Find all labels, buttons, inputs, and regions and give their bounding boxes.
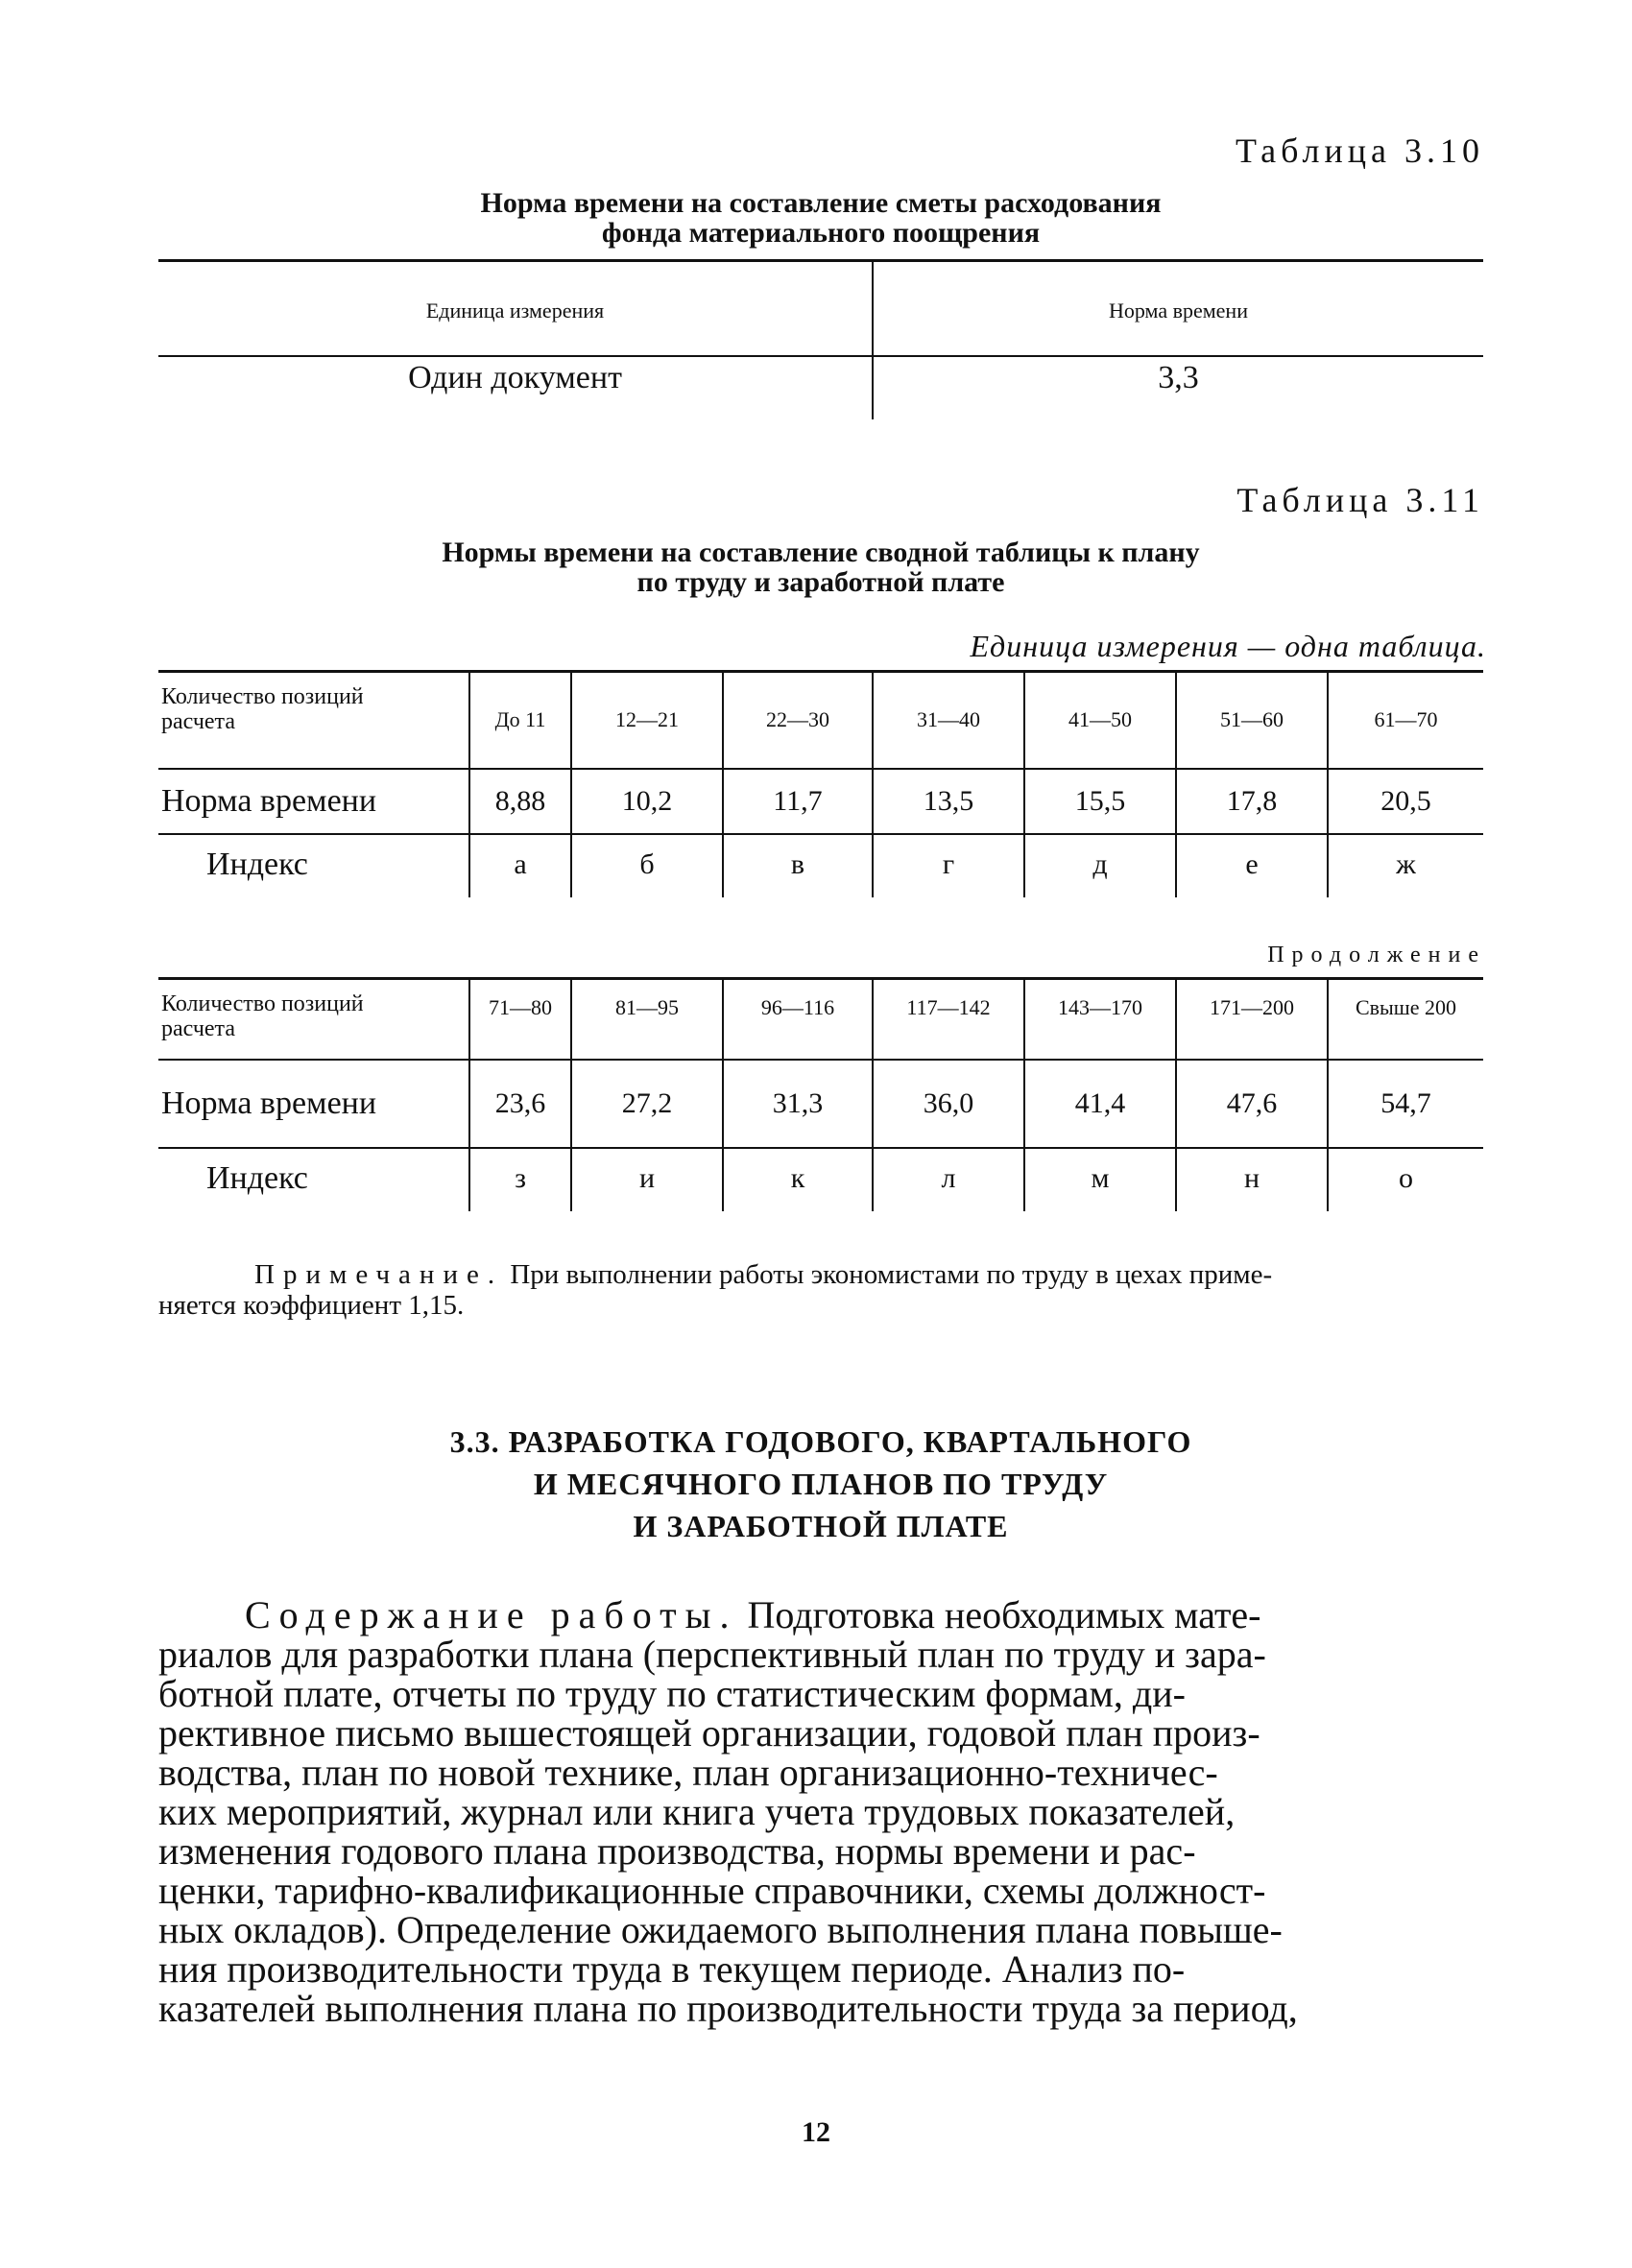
part1-index-cell: б (639, 848, 655, 880)
part2-index-cell: н (1243, 1162, 1260, 1194)
part1-index-cell: д (1092, 848, 1108, 880)
table-3-10-row-unit: Один документ (408, 360, 622, 395)
part2-norm-cell: 41,4 (1074, 1087, 1126, 1119)
table-note-text-1: При выполнении работы экономистами по труду в цехах приме- (510, 1259, 1273, 1290)
part1-range-cell: 12—21 (615, 707, 679, 731)
part1-range-cell: 22—30 (766, 707, 829, 731)
section-heading-line1: 3.3. РАЗРАБОТКА ГОДОВОГО, КВАРТАЛЬНОГО (449, 1424, 1192, 1459)
part2-norm-cell: 31,3 (772, 1087, 824, 1119)
section-heading-line2: И МЕСЯЧНОГО ПЛАНОВ ПО ТРУДУ (533, 1467, 1109, 1501)
part1-norm-cell: 15,5 (1074, 785, 1126, 817)
part1-index-cell: а (514, 848, 527, 880)
part2-range-cell: 81—95 (615, 995, 679, 1019)
part2-range-cell: 71—80 (489, 995, 552, 1019)
part2-norm-cell: 47,6 (1226, 1087, 1278, 1119)
part1-norm-cell: 10,2 (621, 785, 673, 817)
table-3-10-title-line2: фонда материального поощрения (601, 217, 1041, 249)
paragraph-line: ния производительности труда в текущем периоде. Анализ по- (158, 1947, 1186, 1991)
part1-range-cell: 51—60 (1220, 707, 1284, 731)
paragraph-last-line: казателей выполнения плана по производительности труда за период, (158, 1987, 1298, 2030)
paragraph-line: рективное письмо вышестоящей организации, годовой план произ- (158, 1711, 1260, 1755)
part1-norm-cell: 11,7 (773, 785, 823, 817)
paragraph-first-line-text: Подготовка необходимых мате- (747, 1593, 1261, 1636)
part2-norm-label: Норма времени (161, 1086, 377, 1121)
part1-norm-cell: 13,5 (923, 785, 974, 817)
table-3-11-title-line1: Нормы времени на составление сводной таблицы к плану (442, 537, 1200, 568)
table-3-10-top-rule (158, 259, 1483, 262)
part2-norm-cell: 23,6 (494, 1087, 546, 1119)
part1-index-cell: г (942, 848, 955, 880)
part2-index-cell: к (790, 1162, 805, 1194)
section-heading (158, 1420, 1483, 1547)
table-3-11-unit-note: Единица измерения — одна таблица. (970, 629, 1486, 663)
part1-index-cell: е (1245, 848, 1259, 880)
part2-index-cell: з (515, 1162, 526, 1194)
table-note (158, 1259, 1483, 1321)
paragraph-line: водства, план по новой технике, план организационно-техничес- (158, 1751, 1218, 1794)
part1-range-cell: 41—50 (1068, 707, 1132, 731)
part2-range-cell: 171—200 (1210, 995, 1294, 1019)
table-3-10-title-line1: Норма времени на составление сметы расходования (480, 187, 1162, 219)
table-note-word: Примечание. (254, 1259, 504, 1290)
part1-header-cell (161, 684, 364, 734)
table-3-11-title-line2: по труду и заработной плате (636, 566, 1005, 598)
paragraph-line: ценки, тарифно-квалификационные справочники, схемы должност- (158, 1869, 1266, 1912)
paragraph-line: ных окладов). Определение ожидаемого выполнения плана повыше- (158, 1908, 1283, 1951)
part2-norm-cell: 36,0 (923, 1087, 974, 1119)
page-number: 12 (802, 2116, 830, 2148)
part1-index-cell: в (790, 848, 805, 880)
part2-range-cell: 143—170 (1058, 995, 1142, 1019)
part2-index-cell: о (1399, 1162, 1413, 1194)
part2-norm-cell: 27,2 (621, 1087, 673, 1119)
paragraph-first-line (158, 1595, 1483, 1635)
section-heading-line3: И ЗАРАБОТНОЙ ПЛАТЕ (633, 1509, 1009, 1543)
part1-range-cell: 61—70 (1374, 707, 1438, 731)
continuation-label: Продолжение (1267, 943, 1486, 967)
table-3-10-col-norm-header: Норма времени (1109, 298, 1248, 322)
part1-range-cell: 31—40 (917, 707, 980, 731)
table-3-10-title (158, 188, 1483, 248)
part1-range-cell: До 11 (494, 707, 546, 731)
paragraph-line: изменения годового плана производства, нормы времени и рас- (158, 1829, 1196, 1873)
part2-index-cell: м (1091, 1162, 1110, 1194)
paragraph-line: ботной плате, отчеты по труду по статистическим формам, ди- (158, 1672, 1186, 1715)
part1-header-line2: расчета (161, 709, 235, 734)
part1-norm-cell: 17,8 (1226, 785, 1278, 817)
part1-header-line1: Количество позиций (161, 684, 364, 709)
table-3-11-title (158, 537, 1483, 597)
part2-index-cell: л (941, 1162, 956, 1194)
part2-header-cell (161, 991, 364, 1041)
part1-norm-cell: 20,5 (1380, 785, 1431, 817)
section-paragraph (158, 1595, 1483, 2028)
table-note-line1 (158, 1259, 1483, 1290)
part2-index-cell: и (638, 1162, 656, 1194)
paragraph-line: риалов для разработки плана (перспективный план по труду и зара- (158, 1633, 1266, 1676)
part1-norm-cell: 8,88 (494, 785, 546, 817)
table-3-10-row-value: 3,3 (1158, 360, 1199, 395)
part2-norm-cell: 54,7 (1380, 1087, 1431, 1119)
part2-index-label: Индекс (206, 1160, 308, 1196)
table-3-10-col-unit-header: Единица измерения (425, 298, 605, 322)
table-3-11-label: Таблица 3.11 (1236, 481, 1484, 519)
part2-header-line1: Количество позиций (161, 991, 364, 1016)
table-3-10-label: Таблица 3.10 (1236, 131, 1484, 170)
paragraph-line: ких мероприятий, журнал или книга учета трудовых показателей, (158, 1790, 1236, 1833)
part2-range-cell: Свыше 200 (1355, 995, 1457, 1019)
part2-range-cell: 96—116 (760, 995, 835, 1019)
part1-index-label: Индекс (206, 847, 308, 882)
paragraph-lead: Содержание работы. (245, 1593, 738, 1636)
part1-norm-label: Норма времени (161, 783, 377, 819)
part1-index-cell: ж (1396, 848, 1416, 880)
part2-range-cell: 117—142 (906, 995, 991, 1019)
table-note-line2: няется коэффициент 1,15. (158, 1290, 465, 1321)
part2-header-line2: расчета (161, 1016, 235, 1041)
